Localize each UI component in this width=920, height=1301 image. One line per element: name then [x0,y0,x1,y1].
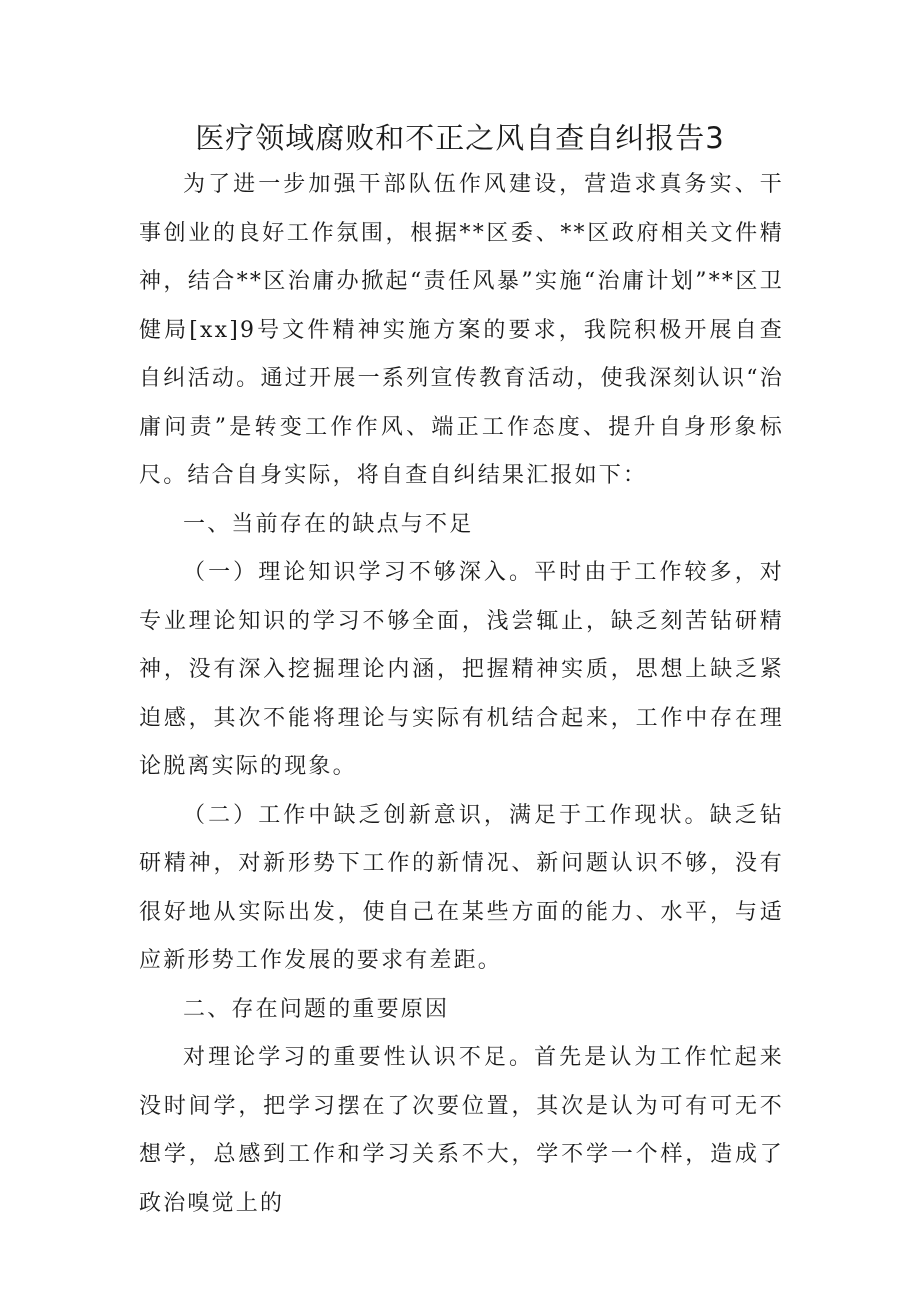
section-heading-shortcomings: 一、当前存在的缺点与不足 [183,511,474,537]
intro-paragraph: 为了进一步加强干部队伍作风建设，营造求真务实、干事创业的良好工作氛围，根据**区委、**区政府相关文件精神，结合**区治庸办掀起“责任风暴”实施“治庸计划”**区卫健局[xx]9号文件精神实施方案的要求，我院积极开展自查自纠活动。通过开展一系列宣传教育活动，使我深刻认识“治庸问责”是转变工作作风、端正工作态度、提升自身形象标尺。结合自身实际，将自查自纠结果汇报如下： [139,172,784,488]
paragraph-innovation: （二）工作中缺乏创新意识，满足于工作现状。缺乏钻研精神，对新形势下工作的新情况、新问题认识不够，没有很好地从实际出发，使自己在某些方面的能力、水平，与适应新形势工作发展的要求有差距。 [139,802,784,973]
document-body [139,161,784,1228]
document-title: 医疗领域腐败和不正之风自查自纠报告3 [195,121,725,155]
paragraph-theory-study: （一）理论知识学习不够深入。平时由于工作较多，对专业理论知识的学习不够全面，浅尝辄止，缺乏刻苦钻研精神，没有深入挖掘理论内涵，把握精神实质，思想上缺乏紧迫感，其次不能将理论与实际有机结合起来，工作中存在理论脱离实际的现象。 [139,560,784,779]
section-heading-causes: 二、存在问题的重要原因 [183,996,450,1022]
paragraph-causes: 对理论学习的重要性认识不足。首先是认为工作忙起来没时间学，把学习摆在了次要位置，其次是认为可有可无不想学，总感到工作和学习关系不大，学不学一个样，造成了政治嗅觉上的 [139,1045,784,1216]
